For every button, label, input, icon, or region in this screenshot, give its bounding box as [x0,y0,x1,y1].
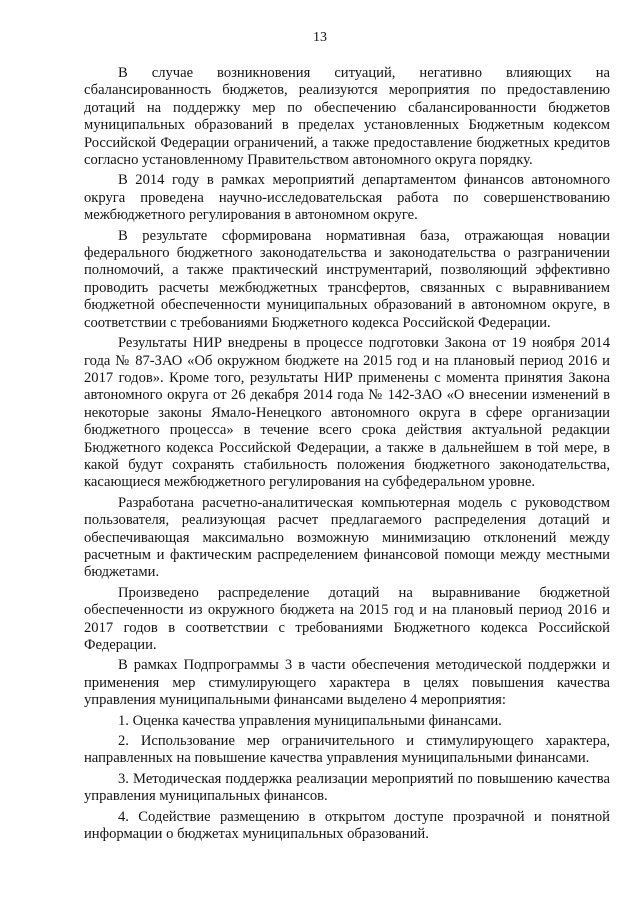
list-item: 3. Методическая поддержка реализации мероприятий по повышению качества управления муниципальных финансов. [84,770,610,805]
paragraph: В случае возникновения ситуаций, негативно влияющих на сбалансированность бюджетов, реализуются мероприятия по предоставлению дотаций на поддержку мер по обеспечению сбалансированности бюджетов муниципальных образований в пределах установленных Бюджетным кодексом Российской Федерации ограничений, а также предоставление бюджетных кредитов согласно установленному Правительством автономного округа порядку. [84,65,610,169]
list-item: 2. Использование мер ограничительного и стимулирующего характера, направленных на повышение качества управления муниципальными финансами. [84,733,610,767]
paragraph: В рамках Подпрограммы 3 в части обеспечения методической поддержки и применения мер стимулирующего характера в целях повышения качества управления муниципальными финансами выделено 4 мероприятия: [84,657,610,709]
page-number: 13 [313,30,327,45]
paragraph: Результаты НИР внедрены в процессе подготовки Закона от 19 ноября 2014 года № 87-ЗАО «Об окружном бюджете на 2015 год и на плановый период 2016 и 2017 годов». Кроме того, результаты НИР применены с момента принятия Закона автономного округа от 26 декабря 2014 года № 142-ЗАО «О внесении изменений в некоторые законы Ямало-Ненецкого автономного округа в сфере организации бюджетного процесса» в течение всего срока действия актуальной редакции Бюджетного кодекса Российской Федерации, а также в дальнейшем в той мере, в какой будут сохранять стабильность положения бюджетного законодательства, касающиеся межбюджетного регулирования на субфедеральном уровне. [84,335,610,491]
paragraph: В 2014 году в рамках мероприятий департаментом финансов автономного округа проведена научно-исследовательская работа по совершенствованию межбюджетного регулирования в автономном округе. [84,172,610,224]
list-item: 1. Оценка качества управления муниципальными финансами. [118,712,502,729]
paragraph: Произведено распределение дотаций на выравнивание бюджетной обеспеченности из окружного бюджета на 2015 год и на плановый период 2016 и 2017 годов в соответствии с требованиями Бюджетного кодекса Российской Федерации. [84,584,610,653]
paragraph: Разработана расчетно-аналитическая компьютерная модель с руководством пользователя, реализующая расчет предлагаемого распределения дотаций и обеспечивающая максимально возможную минимизацию отклонений между расчетным и фактическим распределением финансовой помощи между местными бюджетами. [84,494,610,581]
paragraph: В результате сформирована нормативная база, отражающая новации федерального бюджетного законодательства и законодательства о разграничении полномочий, а также практический инструментарий, позволяющий эффективно проводить расчеты межбюджетных трансфертов, связанных с выравниванием бюджетной обеспеченности муниципальных образований в автономном округе, в соответствии с требованиями Бюджетного кодекса Российской Федерации. [84,227,610,331]
document-body [84,65,610,843]
list-item: 4. Содействие размещению в открытом доступе прозрачной и понятной информации о бюджетах муниципальных образований. [84,808,610,843]
